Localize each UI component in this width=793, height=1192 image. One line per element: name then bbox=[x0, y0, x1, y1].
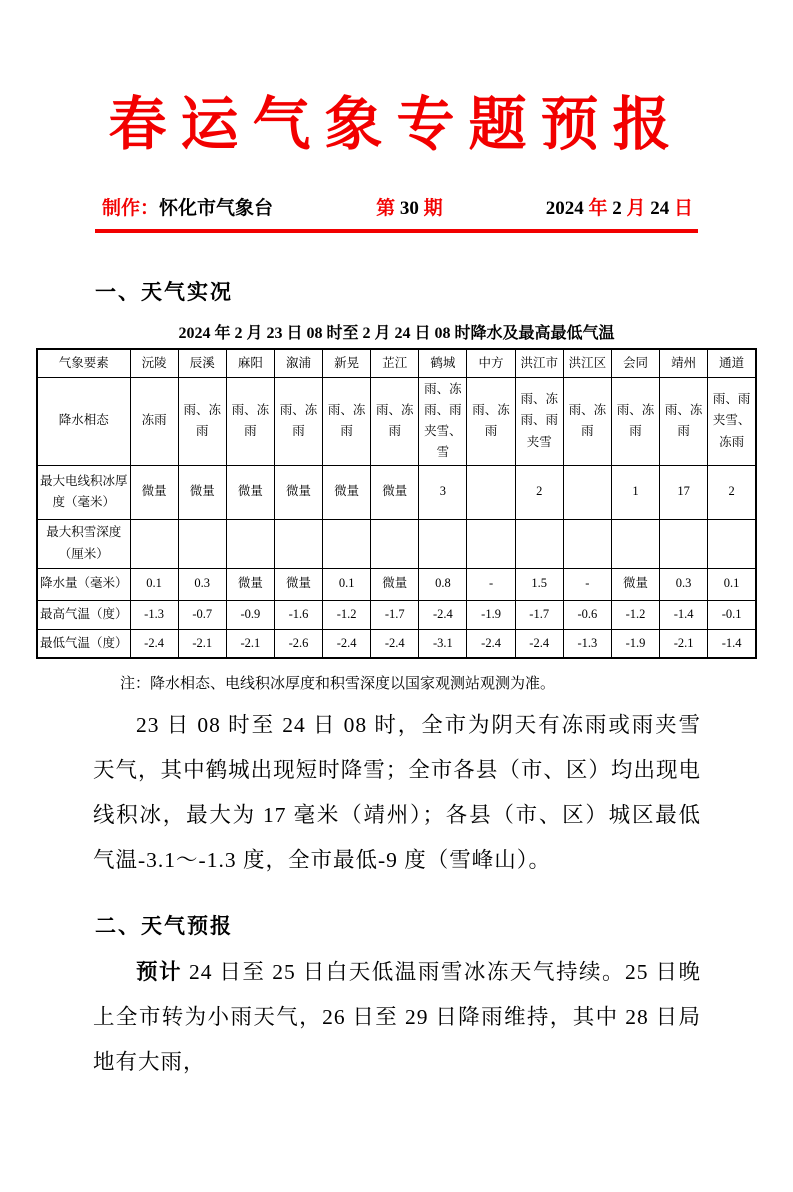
table-cell: -0.9 bbox=[226, 600, 274, 629]
table-cell: -1.9 bbox=[611, 629, 659, 658]
table-cell bbox=[371, 519, 419, 568]
table-row-label: 降水量（毫米） bbox=[37, 568, 130, 600]
weather-table-title: 2024 年 2 月 23 日 08 时至 2 月 24 日 08 时降水及最高最低气温 bbox=[178, 325, 615, 342]
table-header-cell: 洪江市 bbox=[515, 349, 563, 377]
table-cell bbox=[660, 519, 708, 568]
table-cell bbox=[467, 465, 515, 519]
table-cell: 1 bbox=[611, 465, 659, 519]
table-cell bbox=[323, 519, 371, 568]
table-cell bbox=[419, 519, 467, 568]
table-cell bbox=[226, 519, 274, 568]
table-cell: - bbox=[563, 568, 611, 600]
table-cell: -2.4 bbox=[419, 600, 467, 629]
table-cell: 0.3 bbox=[178, 568, 226, 600]
byline bbox=[102, 194, 693, 224]
table-cell: 微量 bbox=[274, 568, 322, 600]
table-cell: 雨、雨夹雪、冻雨 bbox=[708, 377, 756, 465]
table-row bbox=[37, 377, 756, 465]
section-1-heading: 一、天气实况 bbox=[95, 281, 233, 304]
table-cell: -0.6 bbox=[563, 600, 611, 629]
byline-producer bbox=[102, 194, 273, 224]
table-row-label: 最大积雪深度（厘米） bbox=[37, 519, 130, 568]
table-cell bbox=[563, 519, 611, 568]
table-row bbox=[37, 600, 756, 629]
table-cell: -3.1 bbox=[419, 629, 467, 658]
table-cell: 微量 bbox=[178, 465, 226, 519]
table-cell: 雨、冻雨 bbox=[178, 377, 226, 465]
table-cell: 雨、冻雨 bbox=[323, 377, 371, 465]
table-cell: 17 bbox=[660, 465, 708, 519]
table-row-label: 最高气温（度） bbox=[37, 600, 130, 629]
table-header-cell: 麻阳 bbox=[226, 349, 274, 377]
table-cell: 0.8 bbox=[419, 568, 467, 600]
table-cell: 微量 bbox=[226, 568, 274, 600]
table-header-cell: 中方 bbox=[467, 349, 515, 377]
table-cell bbox=[130, 519, 178, 568]
table-row bbox=[37, 465, 756, 519]
table-header-cell: 会同 bbox=[611, 349, 659, 377]
table-cell: 微量 bbox=[611, 568, 659, 600]
table-cell bbox=[467, 519, 515, 568]
producer-label: 制作： bbox=[102, 198, 160, 219]
forecast-text: 24 日至 25 日白天低温雨雪冰冻天气持续。25 日晚上全市转为小雨天气，26 日至 29 日降雨维持，其中 28 日局地有大雨， bbox=[93, 960, 701, 1074]
table-header-cell: 靖州 bbox=[660, 349, 708, 377]
table-cell bbox=[708, 519, 756, 568]
table-cell: -1.7 bbox=[371, 600, 419, 629]
weather-table-header bbox=[37, 349, 756, 377]
table-cell: -0.1 bbox=[708, 600, 756, 629]
table-cell: 1.5 bbox=[515, 568, 563, 600]
table-cell: - bbox=[467, 568, 515, 600]
table-header-cell: 芷江 bbox=[371, 349, 419, 377]
table-cell: -1.3 bbox=[563, 629, 611, 658]
table-header-cell: 气象要素 bbox=[37, 349, 130, 377]
weather-table-body bbox=[37, 377, 756, 658]
table-cell: 微量 bbox=[226, 465, 274, 519]
issue-number: 第 30 期 bbox=[376, 198, 443, 219]
table-cell: 雨、冻雨 bbox=[274, 377, 322, 465]
paragraph-weather-summary: 23 日 08 时至 24 日 08 时，全市为阴天有冻雨或雨夹雪天气，其中鹤城出现短时降雪；全市各县（市、区）均出现电线积冰，最大为 17 毫米（靖州）；各县（市、区）城区最低气温-3.1～-1.3 度，全市最低-9 度（雪峰山）。 bbox=[93, 713, 701, 872]
table-cell bbox=[563, 465, 611, 519]
table-cell: 雨、冻雨 bbox=[660, 377, 708, 465]
table-cell: 微量 bbox=[371, 568, 419, 600]
table-cell: -2.4 bbox=[515, 629, 563, 658]
table-cell: -1.2 bbox=[323, 600, 371, 629]
table-cell: -0.7 bbox=[178, 600, 226, 629]
table-cell: 微量 bbox=[371, 465, 419, 519]
table-row-label: 最大电线积冰厚度（毫米） bbox=[37, 465, 130, 519]
table-cell: 微量 bbox=[323, 465, 371, 519]
table-cell: 微量 bbox=[274, 465, 322, 519]
table-cell: -2.4 bbox=[130, 629, 178, 658]
table-cell: 2 bbox=[515, 465, 563, 519]
table-footnote: 注：降水相态、电线积冰厚度和积雪深度以国家观测站观测为准。 bbox=[120, 676, 556, 692]
table-header-cell: 辰溪 bbox=[178, 349, 226, 377]
table-cell bbox=[515, 519, 563, 568]
table-cell: -1.3 bbox=[130, 600, 178, 629]
table-cell: -2.6 bbox=[274, 629, 322, 658]
header-divider bbox=[95, 229, 698, 233]
table-cell: 0.3 bbox=[660, 568, 708, 600]
table-cell: 0.1 bbox=[130, 568, 178, 600]
table-header-cell: 鹤城 bbox=[419, 349, 467, 377]
table-cell bbox=[178, 519, 226, 568]
table-cell: -1.6 bbox=[274, 600, 322, 629]
table-cell: -1.9 bbox=[467, 600, 515, 629]
table-row-label: 最低气温（度） bbox=[37, 629, 130, 658]
table-cell: 0.1 bbox=[708, 568, 756, 600]
section-2-heading: 二、天气预报 bbox=[95, 915, 233, 938]
table-cell: -2.1 bbox=[226, 629, 274, 658]
table-cell: 微量 bbox=[130, 465, 178, 519]
weather-observation-table bbox=[36, 348, 757, 659]
table-cell: 3 bbox=[419, 465, 467, 519]
table-row-label: 降水相态 bbox=[37, 377, 130, 465]
table-cell: -2.1 bbox=[660, 629, 708, 658]
table-row bbox=[37, 629, 756, 658]
table-cell: -1.7 bbox=[515, 600, 563, 629]
table-cell: 冻雨 bbox=[130, 377, 178, 465]
table-cell: 0.1 bbox=[323, 568, 371, 600]
table-cell bbox=[274, 519, 322, 568]
table-row bbox=[37, 568, 756, 600]
table-header-cell: 通道 bbox=[708, 349, 756, 377]
table-cell: 雨、冻雨 bbox=[467, 377, 515, 465]
table-cell: 雨、冻雨 bbox=[226, 377, 274, 465]
table-header-cell: 沅陵 bbox=[130, 349, 178, 377]
table-cell: 雨、冻雨 bbox=[611, 377, 659, 465]
table-cell: 雨、冻雨 bbox=[371, 377, 419, 465]
table-row bbox=[37, 519, 756, 568]
table-cell: 雨、冻雨 bbox=[563, 377, 611, 465]
table-cell: 雨、冻雨、雨夹雪、雪 bbox=[419, 377, 467, 465]
table-cell: -2.1 bbox=[178, 629, 226, 658]
document-title: 春运气象专题预报 bbox=[108, 90, 685, 158]
paragraph-forecast bbox=[93, 950, 701, 1085]
table-cell: -1.4 bbox=[708, 629, 756, 658]
table-cell: -2.4 bbox=[323, 629, 371, 658]
issue-date: 2024 年 2 月 24 日 bbox=[545, 198, 693, 219]
producer-name: 怀化市气象台 bbox=[159, 198, 274, 219]
table-header-cell: 溆浦 bbox=[274, 349, 322, 377]
table-cell: 雨、冻雨、雨夹雪 bbox=[515, 377, 563, 465]
forecast-lead: 预计 bbox=[136, 960, 183, 984]
table-cell: 2 bbox=[708, 465, 756, 519]
table-header-cell: 洪江区 bbox=[563, 349, 611, 377]
table-cell: -1.2 bbox=[611, 600, 659, 629]
table-cell bbox=[611, 519, 659, 568]
table-header-cell: 新晃 bbox=[323, 349, 371, 377]
table-cell: -1.4 bbox=[660, 600, 708, 629]
table-cell: -2.4 bbox=[467, 629, 515, 658]
table-cell: -2.4 bbox=[371, 629, 419, 658]
